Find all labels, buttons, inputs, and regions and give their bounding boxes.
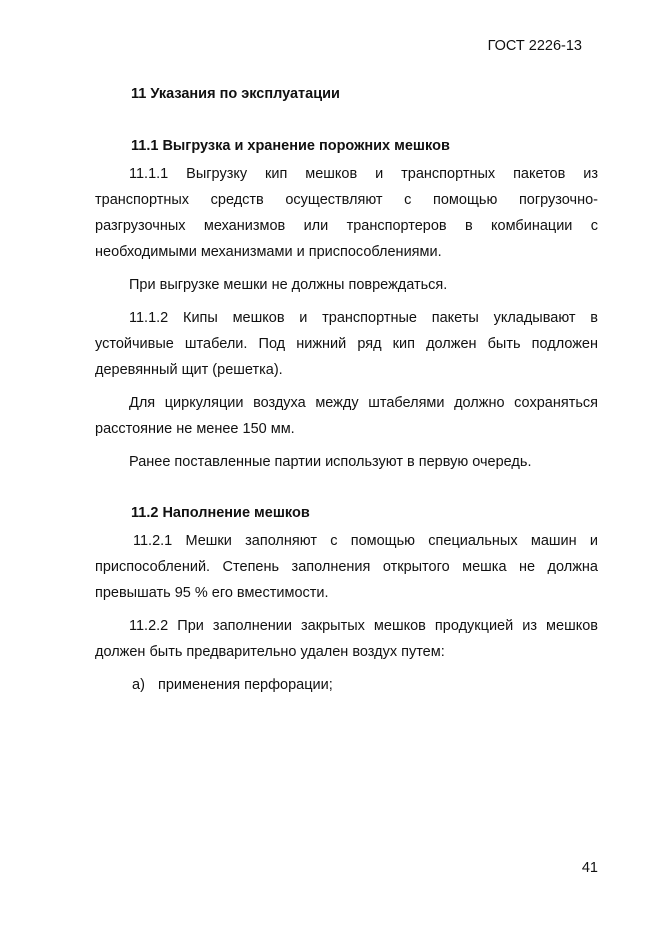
- paragraph-11-2-1: 11.2.1 Мешки заполняют с помощью специальных машин и приспособлений. Степень заполнения открытого мешка не должна превышать 95 % его вместимости.: [95, 533, 598, 601]
- document-body: [95, 84, 598, 698]
- paragraph-11-1-2: 11.1.2 Кипы мешков и транспортные пакеты укладывают в устойчивые штабели. Под нижний ряд кип должен быть подложен деревянный щит (решетка).: [95, 310, 598, 378]
- subsection-title-11-2: 11.2 Наполнение мешков: [131, 505, 310, 521]
- paragraph-11-1-1: 11.1.1 Выгрузку кип мешков и транспортных пакетов из транспортных средств осуществляют с помощью погрузочно-разгрузочных механизмов или транспортеров в комбинации с необходимыми механизмами и приспособлениями.: [95, 166, 598, 260]
- paragraph-11-2-2: 11.2.2 При заполнении закрытых мешков продукцией из мешков должен быть предварительно удален воздух путем:: [95, 618, 598, 660]
- list-marker: а): [132, 677, 145, 693]
- paragraph: Для циркуляции воздуха между штабелями должно сохраняться расстояние не менее 150 мм.: [95, 395, 598, 437]
- subsection-title-11-1: 11.1 Выгрузка и хранение порожних мешков: [131, 138, 450, 154]
- paragraph: Ранее поставленные партии используют в первую очередь.: [129, 454, 532, 470]
- page-number: 41: [581, 860, 598, 876]
- list-item: [95, 672, 598, 698]
- section-title: 11 Указания по эксплуатации: [131, 86, 340, 102]
- paragraph: При выгрузке мешки не должны повреждаться.: [129, 277, 448, 293]
- list-item-text: применения перфорации;: [158, 677, 333, 693]
- document-code: ГОСТ 2226-13: [487, 38, 582, 54]
